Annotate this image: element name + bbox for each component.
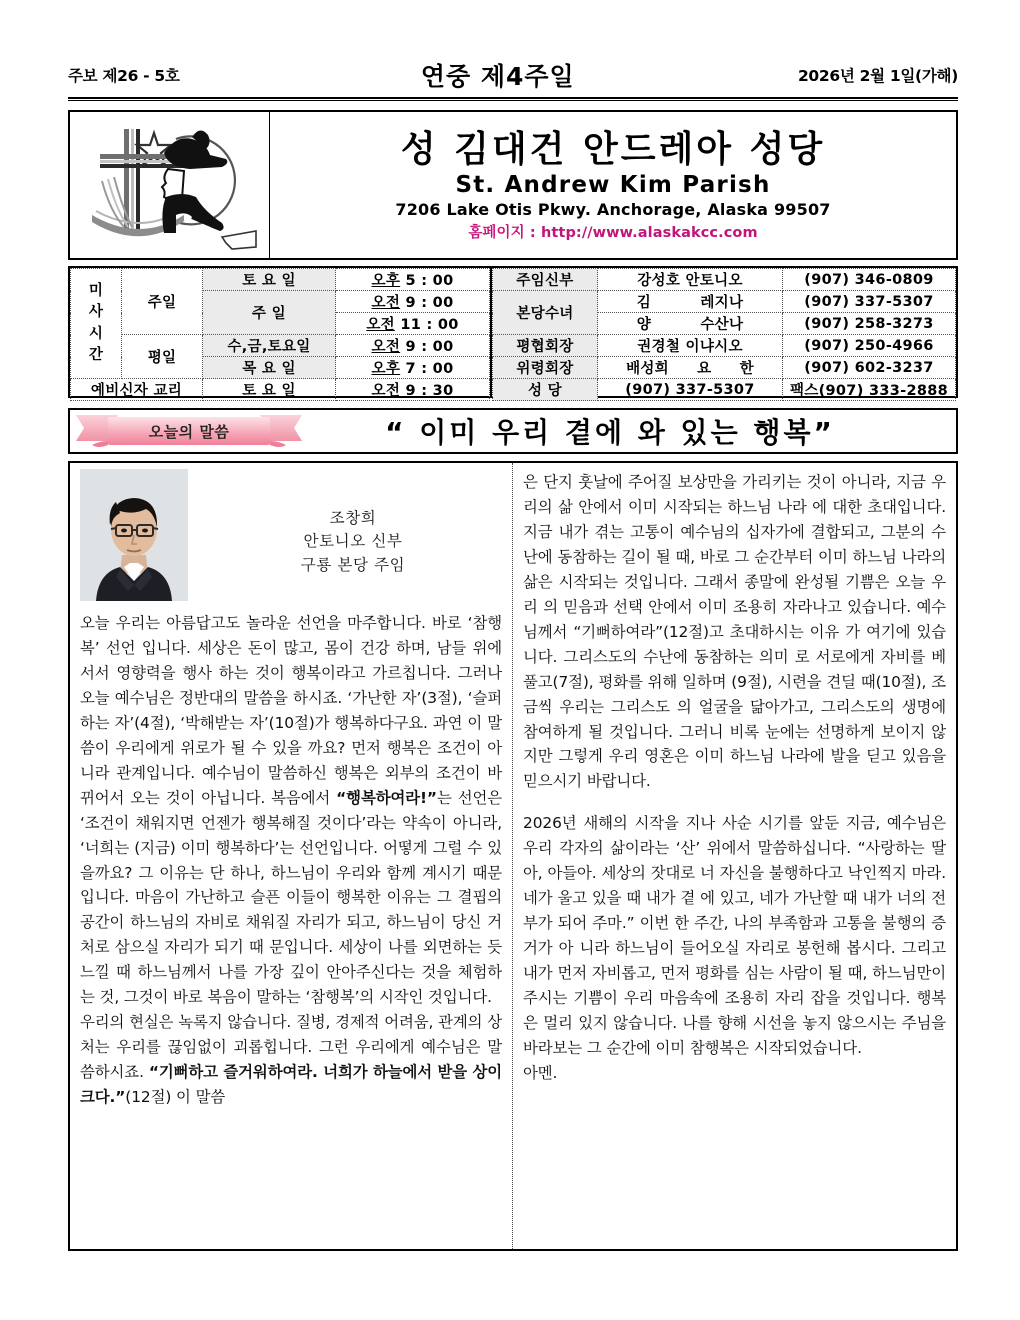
contact-role: 위령회장 bbox=[493, 357, 598, 379]
mass-day: 주 일 bbox=[203, 291, 336, 335]
ribbon-label: 오늘의 말씀 bbox=[148, 422, 230, 441]
contact-surname: 배성희 bbox=[626, 361, 669, 377]
mass-time bbox=[336, 269, 490, 291]
ribbon-graphic bbox=[74, 411, 304, 451]
contact-role: 주임신부 bbox=[493, 269, 598, 291]
quote-bold-1: “행복하여라!” bbox=[336, 788, 437, 807]
author-photo bbox=[80, 469, 188, 601]
mass-day: 목 요 일 bbox=[203, 357, 336, 379]
church-fax[interactable]: 팩스(907) 333-2888 bbox=[783, 379, 956, 401]
paragraph: 2026년 새해의 시작을 지나 사순 시기를 앞둔 지금, 예수님은 우리 각자의 삶이라는 ‘산’ 위에서 말씀하십니다. “사랑하는 딸아, 아들아. 세상의 잣대로 너 자신을 불행하다고 낙인찍지 마라. 네가 울고 있을 때 내가 곁 에 있고, 네가 가난할 때 내가 너의 전부가 되어 주마.” 이번 한 주간, 나의 부족함과 고통을 불행의 증거가 아 니라 하느님이 들어오실 자리로 봉헌해 봅시다. 그리고 내가 먼저 자비롭고, 먼저 평화를 심는 사람이 될 때, 하느님만이 주시는 기쁨이 우리 마음속에 조용히 자리 잡을 것입니다. 행복은 멀리 있지 않습니다. 나를 향해 시선을 놓지 않으시는 주님을 바라보는 그 순간에 이미 참행복은 시작되었습니다. bbox=[523, 814, 946, 1057]
author-block bbox=[80, 469, 502, 607]
contact-phone[interactable]: (907) 346-0809 bbox=[783, 269, 956, 291]
sunday-label: 주일 bbox=[122, 269, 203, 335]
header-divider bbox=[68, 97, 958, 101]
label-char: 사 bbox=[88, 304, 104, 321]
weekday-label: 평일 bbox=[122, 335, 203, 379]
contact-phone[interactable]: (907) 250-4966 bbox=[783, 335, 956, 357]
mass-time bbox=[336, 313, 490, 335]
contact-christian-name: 레지나 bbox=[700, 295, 744, 311]
contact-name bbox=[598, 291, 783, 313]
mass-day: 토 요 일 bbox=[203, 269, 336, 291]
paragraph bbox=[80, 611, 502, 1010]
catechumen-label: 예비신자 교리 bbox=[71, 379, 203, 401]
article-title: “ 이미 우리 곁에 와 있는 행복” bbox=[385, 416, 835, 449]
contact-name bbox=[598, 357, 783, 379]
label-char: 미 bbox=[88, 283, 104, 300]
mass-ampm: 오후 bbox=[371, 273, 401, 289]
author-title: 안토니오 신부 bbox=[303, 532, 403, 551]
contact-christian-name-1: 요 bbox=[697, 361, 712, 377]
table-row bbox=[493, 269, 956, 291]
paragraph: 은 단지 훗날에 주어질 보상만을 가리키는 것이 아니라, 지금 우리의 삶 안에서 이미 시작되는 하느님 나라 에 대한 초대입니다. 지금 내가 겪는 고통이 예수님의 십자가에 결합되고, 그분의 수난에 동참하는 길이 될 때, 바로 그 순간부터 이미 하느님 나라의 삶은 시작되는 것입니다. 그래서 종말에 완성될 기쁨은 오늘 우리 의 믿음과 선택 안에서 이미 조용히 자라나고 있습니다. 예수님께서 “기뻐하여라”(12절)고 초대하시는 이유 가 여기에 있습니다. 그리스도의 수난에 동참하는 의미 로 서로에게 자비를 베풀고(7절), 평화를 위해 일하며 (9절), 시련을 견딜 때(10절), 조금씩 우리는 그리스도 의 얼굴을 닮아가고, 그리스도의 생명에 참여하게 될 것입니다. 그러니 비록 눈에는 선명하게 보이지 않지만 그렇게 우리 영혼은 이미 하느님 나라에 발을 딛고 있음을 믿으시기 바랍니다. bbox=[523, 473, 946, 791]
catechumen-day: 토 요 일 bbox=[203, 379, 336, 401]
table-row bbox=[71, 335, 490, 357]
parish-logo-cell bbox=[70, 112, 270, 258]
mass-time bbox=[336, 357, 490, 379]
church-label: 성 당 bbox=[493, 379, 598, 401]
liturgical-occasion: 연중 제4주일 bbox=[420, 62, 575, 91]
article-text-right bbox=[523, 469, 946, 1086]
issue-number: 주보 제26 - 5호 bbox=[68, 67, 180, 85]
paragraph bbox=[80, 1010, 502, 1110]
mass-ampm: 오전 bbox=[371, 339, 401, 355]
contact-christian-name-2: 한 bbox=[739, 361, 754, 377]
text-run: (12절) 이 말씀 bbox=[125, 1088, 226, 1107]
contact-phone[interactable]: (907) 602-3237 bbox=[783, 357, 956, 379]
contact-name: 강성호 안토니오 bbox=[598, 269, 783, 291]
author-name: 조창희 bbox=[329, 509, 377, 527]
author-parish: 구룡 본당 주임 bbox=[300, 555, 406, 574]
table-row bbox=[71, 379, 490, 401]
table-row bbox=[493, 335, 956, 357]
contact-surname: 양 bbox=[636, 317, 651, 333]
mass-clock: 7 : 00 bbox=[405, 361, 454, 377]
homepage-label: 홈페이지 bbox=[468, 224, 525, 241]
label-char: 간 bbox=[88, 346, 104, 363]
mass-ampm: 오전 bbox=[366, 317, 395, 333]
contact-christian-name: 수산나 bbox=[700, 317, 744, 333]
mass-clock: 11 : 00 bbox=[400, 317, 459, 333]
parish-contacts-table bbox=[492, 268, 956, 399]
table-row bbox=[493, 291, 956, 313]
homepage-url[interactable]: http://www.alaskakcc.com bbox=[540, 224, 758, 241]
parish-name-english: St. Andrew Kim Parish bbox=[455, 172, 771, 199]
contact-phone[interactable]: (907) 337-5307 bbox=[783, 291, 956, 313]
table-row bbox=[71, 269, 490, 291]
parish-text-block bbox=[270, 112, 956, 258]
mass-ampm: 오전 bbox=[371, 295, 401, 311]
mass-clock: 9 : 00 bbox=[405, 339, 454, 355]
bulletin-header bbox=[68, 58, 958, 92]
bulletin-date: 2026년 2월 1일(가해) bbox=[797, 67, 958, 85]
contact-name bbox=[598, 313, 783, 335]
text-run: 오늘 우리는 아름답고도 놀라운 선언을 마주합니다. 바로 ‘참행복’ 선언 입니다. 세상은 돈이 많고, 몸이 건강 하며, 남들 위에 서서 영향력을 행사 하는 것이 행복이라고 가르칩니다. 그러나 오늘 예수님은 정반대의 말씀을 하시죠. ‘가난한 자’(3절), ‘슬퍼하는 자’(4절), ‘박해받는 자’(10절)가 행복하다구요. 과연 이 말씀이 우리에게 위로가 될 수 있을 까요? 먼저 행복은 조건이 아니라 관계입니다. 예수님이 말씀하신 행복은 외부의 조건이 바뀌어서 오는 것이 아닙니다. 복음에서 bbox=[80, 614, 502, 807]
author-caption bbox=[188, 469, 502, 577]
parish-info-table bbox=[68, 266, 958, 398]
parish-address: 7206 Lake Otis Pkwy. Anchorage, Alaska 99507 bbox=[395, 199, 831, 219]
parish-homepage[interactable] bbox=[468, 221, 757, 242]
catechumen-clock: 9 : 30 bbox=[405, 383, 454, 399]
contact-role: 평협회장 bbox=[493, 335, 598, 357]
article-column-right bbox=[513, 463, 956, 1249]
mass-schedule-table bbox=[70, 268, 492, 399]
mass-time-section-label bbox=[71, 269, 122, 379]
table-row bbox=[493, 357, 956, 379]
amen-line: 아멘. bbox=[523, 1063, 558, 1082]
mass-time bbox=[336, 291, 490, 313]
quote-bold-2: “기뻐하고 즐거워하여라. 너희가 하늘에서 받을 상이 크다.” bbox=[80, 1063, 503, 1107]
article-column-left bbox=[70, 463, 513, 1249]
mass-day: 수,금,토요일 bbox=[203, 335, 336, 357]
parish-title-block bbox=[68, 110, 958, 260]
todays-word-banner bbox=[68, 408, 958, 454]
mass-ampm: 오후 bbox=[371, 361, 401, 377]
parish-name-korean: 성 김대건 안드레아 성당 bbox=[400, 129, 826, 171]
contact-phone[interactable]: (907) 258-3273 bbox=[783, 313, 956, 335]
label-char: 시 bbox=[88, 325, 104, 342]
st-andrew-kim-logo-icon bbox=[80, 119, 260, 251]
contact-surname: 김 bbox=[636, 295, 651, 311]
contact-role: 본당수녀 bbox=[493, 291, 598, 335]
table-row bbox=[493, 379, 956, 401]
catechumen-ampm: 오전 bbox=[371, 383, 401, 399]
article-body bbox=[68, 461, 958, 1251]
mass-time bbox=[336, 335, 490, 357]
contact-name: 권경철 이냐시오 bbox=[598, 335, 783, 357]
mass-clock: 5 : 00 bbox=[405, 273, 454, 289]
homepage-separator: : bbox=[524, 224, 541, 241]
text-run: 우리의 현실은 녹록지 않습니다. 질병, 경제적 어려움, 관계의 상처는 우리를 끊임없이 괴롭힙니다. 그런 우리에게 예수님은 말씀하시죠. bbox=[80, 1013, 502, 1082]
priest-portrait-icon bbox=[80, 469, 188, 601]
article-text-left bbox=[80, 611, 502, 1110]
text-run: 는 선언은 ‘조건이 채워지면 언젠가 행복해질 것이다’라는 약속이 아니라, ‘너희는 (지금) 이미 행복하다’는 선언입니다. 어떻게 그럴 수 있을까요? 그 이유는 단 하나, 하느님이 우리와 함께 계시기 때문입니다. 마음이 가난하고 슬픈 이들이 행복한 이유는 그 결핍의 공간이 하느님의 자비로 채워질 자리가 되고, 하느님이 당신 거처로 삼으실 자리가 되기 때 문입니다. 세상이 나를 외면하는 듯 느낄 때 하느님께서 나를 가장 깊이 안아주신다는 것을 체험하는 것, 그것이 바로 복음이 말하는 ‘참행복’의 시작인 것입니다. bbox=[80, 788, 502, 1007]
church-phone[interactable]: (907) 337-5307 bbox=[598, 379, 783, 401]
catechumen-time bbox=[336, 379, 490, 401]
mass-clock: 9 : 00 bbox=[405, 295, 454, 311]
